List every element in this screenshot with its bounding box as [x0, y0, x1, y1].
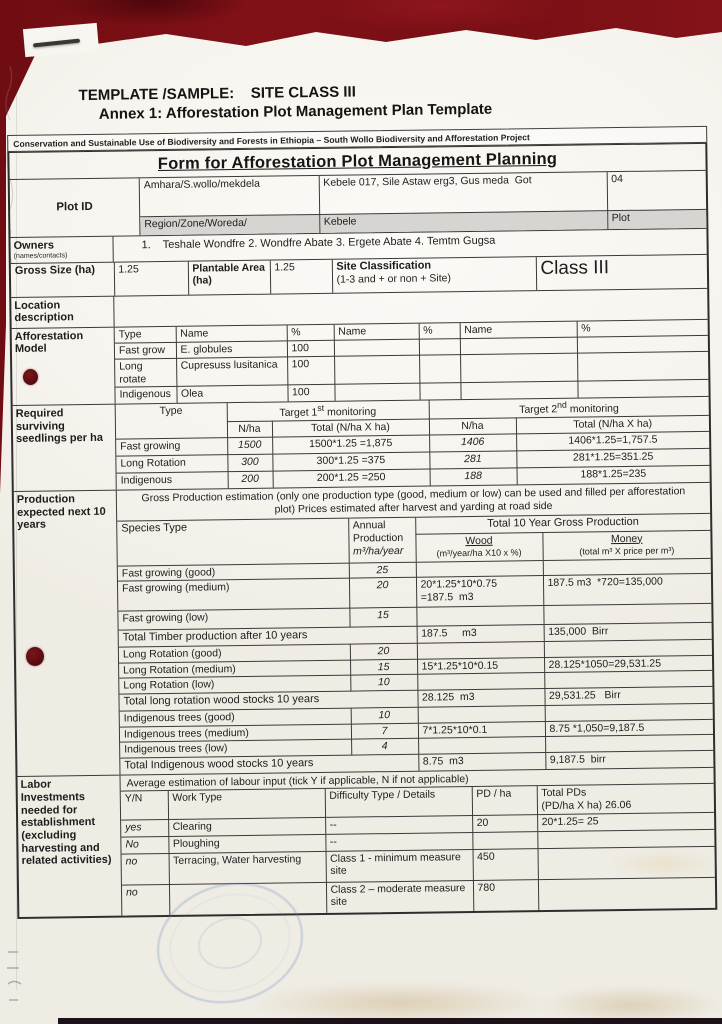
col-pd-ha: PD / ha [472, 786, 537, 815]
col-pct: % [577, 320, 708, 338]
money-total-cell: 135,000 Birr [544, 623, 712, 642]
species-cell: Indigenous trees (low) [120, 739, 351, 758]
plot-id-label: Plot ID [10, 178, 141, 237]
col-annual: Annual Production m³/ha/year [348, 518, 416, 563]
seedlings-table [116, 397, 710, 490]
project-banner: Conservation and Sustainable Use of Biodiversity and Forests in Ethiopia – South Wollo Biodiversity and Afforestation Project [7, 126, 707, 152]
col-pct: % [419, 323, 460, 340]
pct-cell: 100 [287, 340, 334, 357]
species-cell: Fast growing (medium) [118, 578, 349, 611]
nha1-cell: 300 [227, 454, 272, 472]
species-cell: Fast growing (good) [118, 563, 349, 582]
empty-cell [460, 337, 577, 355]
difficulty-cell: -- [325, 815, 472, 834]
plantable-area-value: 1.25 [270, 259, 332, 293]
plot-value-cell: 04 [607, 171, 706, 210]
wood-cell [418, 737, 545, 754]
species-cell: Indigenous trees (good) [120, 708, 351, 727]
col-nha: N/ha [429, 418, 516, 435]
production-label: Production expected next 10 years [14, 491, 121, 777]
wood-cell [416, 560, 543, 577]
wood-cell [417, 642, 544, 659]
difficulty-cell: Class 1 - minimum measure site [326, 849, 473, 882]
total-label-cell: Total Timber production after 10 years [119, 626, 417, 647]
money-cell: 28.125*1050=29,531.25 [544, 655, 712, 673]
owners-label: Owners (names/contacts) [10, 237, 113, 263]
col-total: Total (N/ha X ha) [272, 419, 429, 437]
nha2-cell: 1406 [429, 433, 516, 451]
col-total-production: Total 10 Year Gross Production [415, 514, 710, 534]
empty-cell [334, 339, 419, 356]
difficulty-cell: Class 2 – moderate measure site [326, 880, 473, 913]
type-cell: Indigenous [117, 471, 228, 489]
work-cell: Terracing, Water harvesting [169, 851, 326, 884]
species-cell: Long Rotation (low) [119, 676, 350, 695]
money-cell: 8.75 *1,050=9,187.5 [545, 719, 713, 737]
empty-cell [419, 355, 460, 384]
col-pct: % [287, 324, 334, 341]
plantable-area-label: Plantable Area (ha) [188, 260, 270, 294]
yn-cell: no [122, 853, 169, 885]
pd-cell [472, 831, 537, 849]
type-cell: Indigenous [115, 387, 176, 404]
total1-cell: 1500*1.25 =1,875 [272, 435, 429, 454]
wood-cell: 15*1.25*10*0.15 [417, 657, 544, 674]
location-label: Location description [11, 296, 114, 327]
hole-punch-mark [23, 369, 38, 385]
owners-sublabel: (names/contacts) [13, 251, 68, 260]
target2-header: Target 2nd monitoring [429, 397, 709, 419]
labor-label: Labor Investments needed for establishment (excluding harvesting and related activities) [18, 776, 123, 917]
template-title: TEMPLATE /SAMPLE: SITE CLASS III [78, 83, 356, 105]
empty-cell [577, 380, 708, 398]
scan-edge-shadow [58, 1018, 722, 1024]
production-note: Gross Production estimation (only one production type (good, medium or low) can be used and filled per afforestation plot) Prices estimated after harvest and yarding at road side [141, 485, 686, 516]
gross-size-value: 1.25 [114, 261, 188, 295]
afforestation-form [7, 143, 717, 919]
wood-cell [416, 606, 543, 627]
annual-cell: 15 [350, 659, 417, 675]
annual-cell: 7 [351, 723, 418, 739]
form-sheet [7, 79, 718, 919]
col-difficulty: Difficulty Type / Details [325, 787, 472, 817]
empty-cell [577, 336, 708, 354]
col-total: Total (N/ha X ha) [516, 415, 709, 433]
nha1-cell: 1500 [227, 437, 272, 455]
pct-cell: 100 [287, 356, 334, 385]
empty-cell [334, 384, 419, 401]
plot-id-section [10, 170, 707, 237]
total-label-cell: Total Indigenous wood stocks 10 years [120, 754, 418, 775]
total2-cell: 281*1.25=351.25 [516, 448, 709, 468]
species-cell: Fast growing (low) [118, 608, 349, 630]
wood-total-cell: 187.5 m3 [417, 625, 544, 644]
empty-cell [460, 381, 577, 399]
empty-cell [577, 352, 708, 382]
yn-cell: yes [121, 819, 168, 837]
empty-cell [460, 353, 577, 383]
wood-cell: 20*1.25*10*0.75 =187.5 m3 [416, 576, 543, 608]
empty-cell [334, 355, 419, 384]
annual-cell: 4 [351, 738, 418, 754]
money-cell: 187.5 m3 *720=135,000 [543, 574, 711, 606]
col-type: Type [115, 327, 176, 344]
model-section [12, 319, 709, 405]
annual-cell: 25 [349, 562, 416, 578]
nha2-cell: 281 [429, 450, 516, 468]
yn-cell: No [121, 836, 168, 854]
nha1-cell: 200 [228, 471, 273, 489]
seedlings-section [13, 396, 710, 491]
annual-cell: 10 [351, 707, 418, 723]
kebele-label-cell: Kebele [319, 210, 607, 233]
col-name: Name [334, 323, 419, 340]
name-cell: Olea [176, 385, 287, 402]
pd-cell: 20 [472, 814, 537, 832]
col-species: Species Type [117, 518, 349, 565]
total1-cell: 300*1.25 =375 [272, 452, 429, 471]
annual-cell: 20 [349, 577, 416, 608]
total2-cell: 1406*1.25=1,757.5 [516, 431, 709, 451]
total-pd-cell [538, 846, 715, 879]
wood-total-cell: 8.75 m3 [418, 752, 545, 771]
species-cell: Long Rotation (medium) [119, 660, 350, 679]
annual-cell: 15 [349, 607, 416, 627]
money-total-cell: 29,531.25 Birr [544, 686, 712, 705]
type-cell: Long rotate [115, 359, 176, 388]
col-nha: N/ha [227, 421, 272, 437]
target1-header: Target 1st monitoring [227, 400, 429, 421]
work-cell: Clearing [168, 817, 325, 836]
name-cell: E. globules [176, 341, 287, 358]
labor-section [18, 767, 716, 917]
wood-total-cell: 28.125 m3 [417, 689, 544, 708]
region-label-cell: Region/Zone/Woreda/ [140, 214, 319, 235]
region-value-cell: Amhara/S.wollo/mekdela [140, 176, 319, 216]
kebele-value-cell: Kebele 017, Sile Astaw erg3, Gus meda Got [319, 172, 607, 214]
money-total-cell: 9,187.5 birr [545, 750, 713, 769]
col-name: Name [176, 325, 287, 342]
pd-cell: 450 [473, 848, 538, 880]
nha2-cell: 188 [430, 467, 517, 485]
col-wood: Wood (m³/year/ha X10 x %) [415, 532, 542, 562]
total-pd-cell: 20*1.25= 25 [537, 812, 714, 831]
empty-cell [419, 339, 460, 356]
name-cell: Cupresuss lusitanica [176, 357, 287, 387]
model-label: Afforestation Model [12, 327, 116, 405]
type-cell: Fast growing [116, 437, 227, 455]
col-work-type: Work Type [168, 789, 325, 819]
pd-cell: 780 [473, 879, 538, 911]
hole-punch-mark [26, 647, 44, 666]
yn-cell: no [122, 884, 169, 916]
total-label-cell: Total long rotation wood stocks 10 years [119, 690, 417, 711]
site-classification-value: Class III [536, 255, 707, 290]
plot-id-table [140, 171, 707, 235]
species-cell: Long Rotation (good) [119, 644, 350, 663]
production-section [14, 482, 714, 776]
pct-cell: 100 [287, 385, 334, 402]
annex-title: Annex 1: Afforestation Plot Management Plan Template [98, 100, 493, 123]
total-pd-cell [538, 877, 715, 910]
gross-size-label: Gross Size (ha) [11, 262, 114, 296]
money-cell [543, 604, 711, 625]
form-title: Form for Afforestation Plot Management Planning [157, 149, 558, 174]
col-total-pds: Total PDs (PD/ha X ha) 26.06 [537, 784, 714, 814]
annual-cell: 10 [350, 675, 417, 691]
site-classification-label: Site Classification (1-3 and + or non + Site) [332, 257, 536, 293]
owners-value: 1. Teshale Wondfre 2. Wondfre Abate 3. Ergete Abate 4. Temtm Gugsa [141, 234, 496, 252]
difficulty-cell: -- [325, 832, 472, 851]
type-cell: Fast grow [115, 343, 176, 360]
species-cell: Indigenous trees (medium) [120, 724, 351, 743]
work-cell: Ploughing [168, 834, 325, 853]
col-money: Money (total m³ X price per m³) [542, 530, 710, 560]
empty-cell [419, 383, 460, 400]
wood-cell [418, 706, 545, 723]
model-table [115, 320, 709, 404]
seedlings-label: Required surviving seedlings per ha [13, 405, 117, 492]
type-cell: Long Rotation [116, 454, 227, 472]
wood-cell [417, 673, 544, 690]
col-name: Name [460, 321, 577, 339]
col-yn: Y/N [121, 791, 168, 820]
labor-note: Average estimation of labour input (tick Y if applicable, N if not applicable) [121, 768, 714, 792]
annual-cell: 20 [350, 643, 417, 659]
total2-cell: 188*1.25=235 [517, 465, 710, 485]
production-content [117, 483, 714, 775]
plot-label-cell: Plot [607, 209, 706, 229]
col-type: Type [116, 403, 227, 439]
total1-cell: 200*1.25 =250 [273, 469, 430, 488]
wood-cell: 7*1.25*10*0.1 [418, 721, 545, 738]
